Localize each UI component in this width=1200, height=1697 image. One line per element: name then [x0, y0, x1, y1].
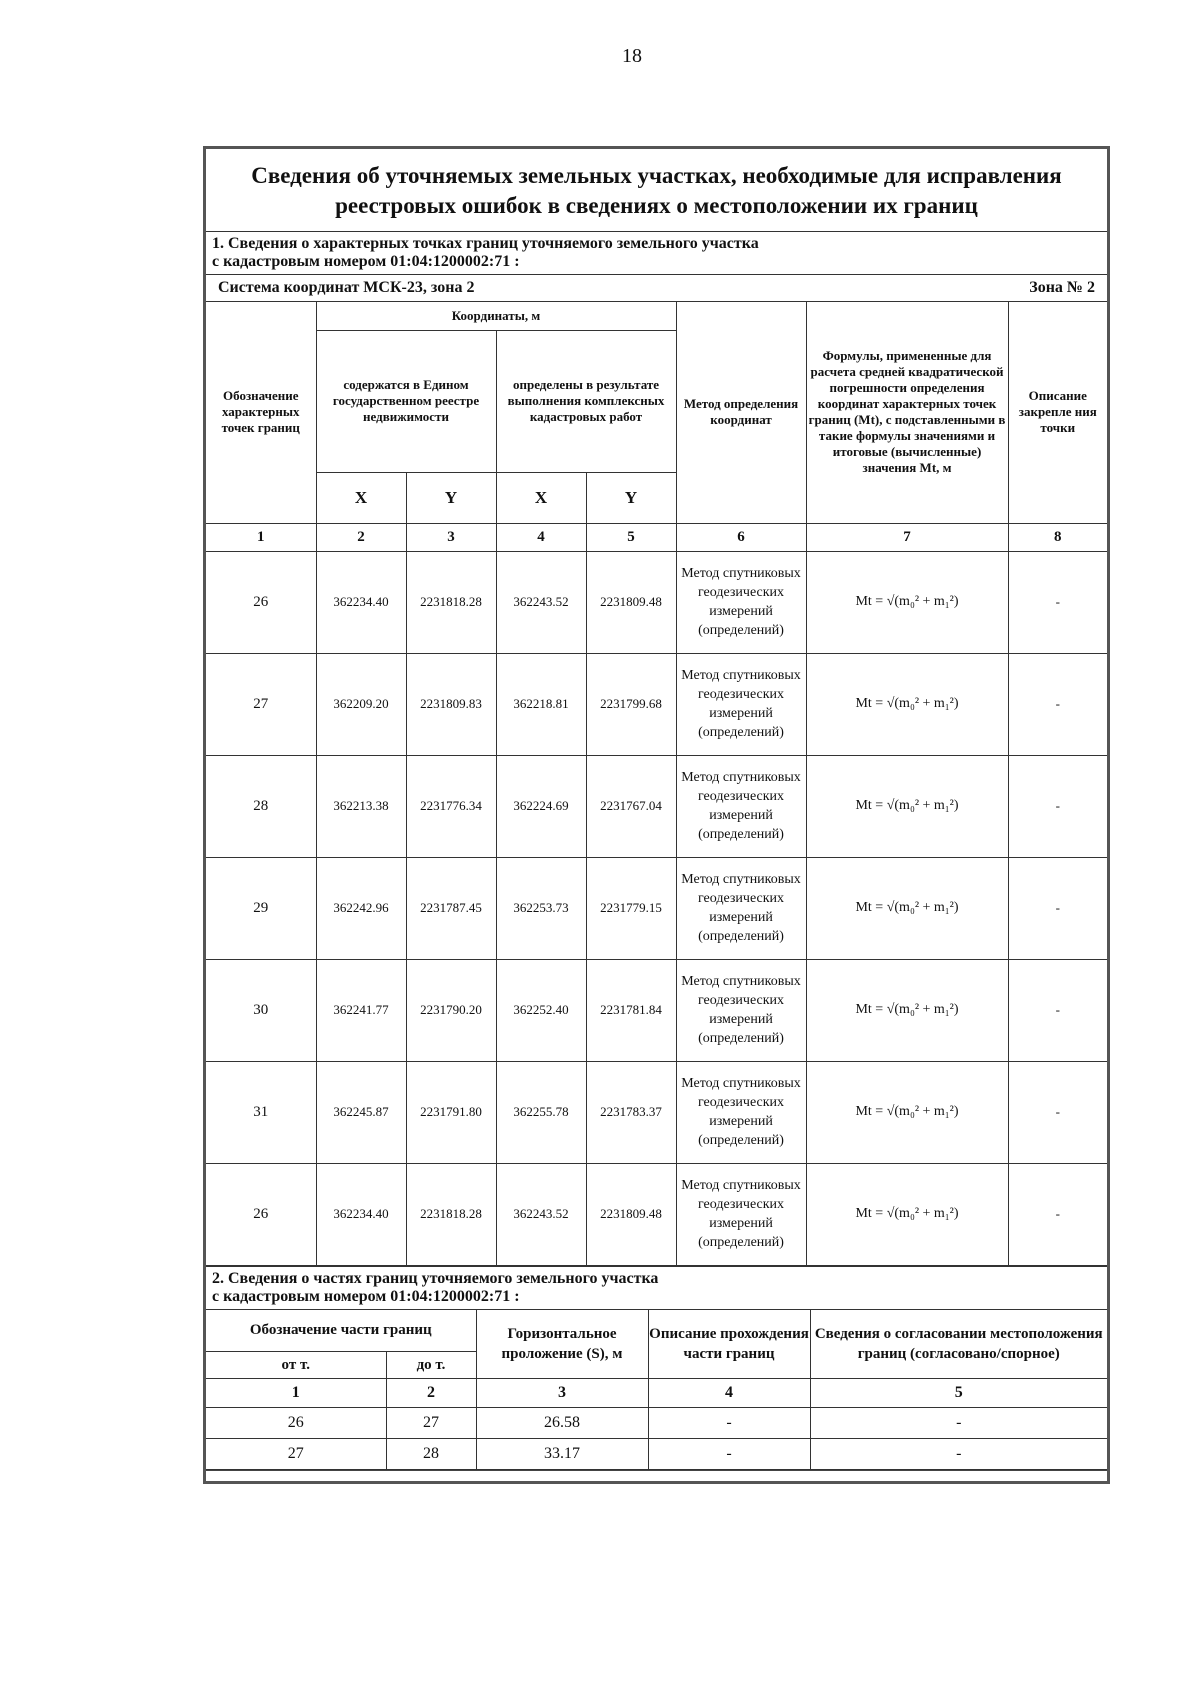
method-cell: Метод спутниковых геодезических измерений (определений)	[676, 551, 806, 653]
document-frame	[203, 146, 1110, 1484]
x-egrn: 362213.38	[316, 755, 406, 857]
x-determined: 362243.52	[496, 551, 586, 653]
description-cell: -	[1008, 1061, 1107, 1163]
header-part-description: Описание прохождения части границ	[648, 1310, 810, 1379]
parts-column-numbers-row	[206, 1379, 1107, 1408]
method-cell: Метод спутниковых геодезических измерений (определений)	[676, 1061, 806, 1163]
method-cell: Метод спутниковых геодезических измерений (определений)	[676, 857, 806, 959]
x-egrn: 362234.40	[316, 1163, 406, 1265]
point-number: 26	[206, 1163, 316, 1265]
to-point: 27	[386, 1408, 476, 1439]
table-row	[206, 1061, 1107, 1163]
point-number: 29	[206, 857, 316, 959]
point-number: 31	[206, 1061, 316, 1163]
y-egrn: 2231818.28	[406, 1163, 496, 1265]
table-row	[206, 959, 1107, 1061]
part-description: -	[648, 1408, 810, 1439]
coord-system-row	[206, 275, 1107, 302]
from-point: 27	[206, 1439, 386, 1470]
table-row	[206, 1439, 1107, 1470]
y-determined: 2231779.15	[586, 857, 676, 959]
parts-table	[206, 1310, 1107, 1471]
table-row	[206, 857, 1107, 959]
x-determined: 362253.73	[496, 857, 586, 959]
table-row	[206, 653, 1107, 755]
col-num: 1	[206, 523, 316, 551]
agreement-status: -	[810, 1439, 1107, 1470]
point-number: 27	[206, 653, 316, 755]
header-coordinates: Координаты, м	[316, 302, 676, 330]
col-num: 2	[316, 523, 406, 551]
formula-cell: Mt = √(m₀² + m₁²)	[806, 551, 1008, 653]
description-cell: -	[1008, 551, 1107, 653]
header-part-designation: Обозначение части границ	[206, 1310, 476, 1352]
method-cell: Метод спутниковых геодезических измерений (определений)	[676, 1163, 806, 1265]
x-egrn: 362209.20	[316, 653, 406, 755]
y-determined: 2231781.84	[586, 959, 676, 1061]
header-to: до т.	[386, 1352, 476, 1379]
header-x1: X	[316, 472, 406, 523]
y-determined: 2231767.04	[586, 755, 676, 857]
col-num: 3	[406, 523, 496, 551]
x-egrn: 362234.40	[316, 551, 406, 653]
description-cell: -	[1008, 857, 1107, 959]
col-num: 5	[586, 523, 676, 551]
y-determined: 2231809.48	[586, 551, 676, 653]
formula-cell: Mt = √(m₀² + m₁²)	[806, 1163, 1008, 1265]
col-num: 1	[206, 1379, 386, 1408]
from-point: 26	[206, 1408, 386, 1439]
formula-cell: Mt = √(m₀² + m₁²)	[806, 857, 1008, 959]
col-num: 7	[806, 523, 1008, 551]
section1-title-line1: 1. Сведения о характерных точках границ уточняемого земельного участка	[212, 235, 759, 252]
col-num: 3	[476, 1379, 648, 1408]
y-determined: 2231799.68	[586, 653, 676, 755]
y-egrn: 2231787.45	[406, 857, 496, 959]
page-number: 18	[622, 45, 642, 67]
description-cell: -	[1008, 959, 1107, 1061]
section2-title-line1: 2. Сведения о частях границ уточняемого земельного участка	[212, 1269, 659, 1287]
description-cell: -	[1008, 1163, 1107, 1265]
section2-title-line2: с кадастровым номером 01:04:1200002:71 :	[212, 1287, 520, 1305]
formula-cell: Mt = √(m₀² + m₁²)	[806, 959, 1008, 1061]
frame-bottom	[206, 1470, 1107, 1481]
formula-cell: Mt = √(m₀² + m₁²)	[806, 755, 1008, 857]
y-egrn: 2231791.80	[406, 1061, 496, 1163]
method-cell: Метод спутниковых геодезических измерений (определений)	[676, 959, 806, 1061]
header-description: Описание закрепле ния точки	[1008, 302, 1107, 523]
table-row	[206, 755, 1107, 857]
x-determined: 362255.78	[496, 1061, 586, 1163]
col-num: 6	[676, 523, 806, 551]
header-x2: X	[496, 472, 586, 523]
x-determined: 362243.52	[496, 1163, 586, 1265]
y-egrn: 2231790.20	[406, 959, 496, 1061]
y-egrn: 2231776.34	[406, 755, 496, 857]
x-determined: 362252.40	[496, 959, 586, 1061]
to-point: 28	[386, 1439, 476, 1470]
header-agreement: Сведения о согласовании местоположения границ (согласовано/спорное)	[810, 1310, 1107, 1379]
header-from: от т.	[206, 1352, 386, 1379]
col-num: 8	[1008, 523, 1107, 551]
col-num: 4	[496, 523, 586, 551]
header-formulas: Формулы, примененные для расчета средней квадратической погрешности определения координат характерных точек границ (Mt), с подставленными в такие формулы значениями и итоговые (вычисленные) значения Mt, м	[806, 302, 1008, 523]
zone-label: Зона № 2	[1029, 279, 1095, 296]
y-determined: 2231783.37	[586, 1061, 676, 1163]
description-cell: -	[1008, 653, 1107, 755]
horizontal-distance: 26.58	[476, 1408, 648, 1439]
col-num: 2	[386, 1379, 476, 1408]
column-numbers-row	[206, 523, 1107, 551]
x-determined: 362218.81	[496, 653, 586, 755]
x-egrn: 362245.87	[316, 1061, 406, 1163]
header-y1: Y	[406, 472, 496, 523]
header-point-designation: Обозначение характерных точек границ	[206, 302, 316, 523]
y-egrn: 2231809.83	[406, 653, 496, 755]
header-method: Метод определения координат	[676, 302, 806, 523]
description-cell: -	[1008, 755, 1107, 857]
document-title: Сведения об уточняемых земельных участках, необходимые для исправления реестровых ошибок в сведениях о местоположении их границ	[206, 149, 1107, 232]
section1-title	[206, 232, 1107, 275]
table-row	[206, 1408, 1107, 1439]
section2-title	[206, 1266, 1107, 1310]
point-number: 28	[206, 755, 316, 857]
point-number: 30	[206, 959, 316, 1061]
y-egrn: 2231818.28	[406, 551, 496, 653]
x-egrn: 362242.96	[316, 857, 406, 959]
agreement-status: -	[810, 1408, 1107, 1439]
x-determined: 362224.69	[496, 755, 586, 857]
x-egrn: 362241.77	[316, 959, 406, 1061]
method-cell: Метод спутниковых геодезических измерений (определений)	[676, 755, 806, 857]
method-cell: Метод спутниковых геодезических измерений (определений)	[676, 653, 806, 755]
header-determined-cadastral: определены в результате выполнения комплексных кадастровых работ	[496, 330, 676, 472]
col-num: 5	[810, 1379, 1107, 1408]
coord-system: Система координат МСК-23, зона 2	[218, 279, 475, 296]
header-contained-egrn: содержатся в Едином государственном реестре недвижимости	[316, 330, 496, 472]
horizontal-distance: 33.17	[476, 1439, 648, 1470]
point-number: 26	[206, 551, 316, 653]
formula-cell: Mt = √(m₀² + m₁²)	[806, 1061, 1008, 1163]
part-description: -	[648, 1439, 810, 1470]
y-determined: 2231809.48	[586, 1163, 676, 1265]
header-y2: Y	[586, 472, 676, 523]
points-table	[206, 302, 1107, 1266]
header-horizontal: Горизонтальное проложение (S), м	[476, 1310, 648, 1379]
col-num: 4	[648, 1379, 810, 1408]
formula-cell: Mt = √(m₀² + m₁²)	[806, 653, 1008, 755]
table-row	[206, 551, 1107, 653]
section1-title-line2: с кадастровым номером 01:04:1200002:71 :	[212, 253, 520, 270]
table-row	[206, 1163, 1107, 1265]
